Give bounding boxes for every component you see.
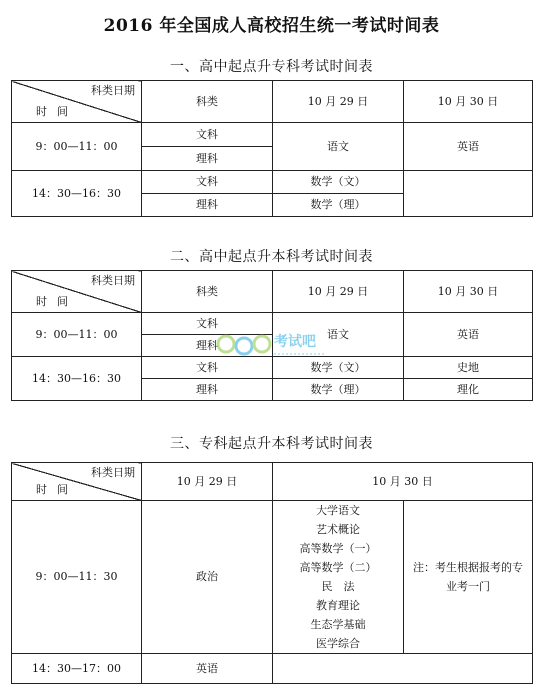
subject-english: 英语	[404, 313, 533, 357]
category-date-label: 科类日期	[91, 466, 135, 479]
diagonal-header-cell	[12, 463, 142, 501]
header-category: 科类	[142, 81, 273, 123]
empty-cell	[273, 654, 533, 684]
category-science: 理科	[142, 335, 273, 357]
subject-english: 英语	[142, 654, 273, 684]
category-liberal-arts: 文科	[142, 123, 273, 147]
subject-physics-chemistry: 理化	[404, 379, 533, 401]
major-subjects-list	[273, 501, 404, 654]
subject-english: 英语	[404, 123, 533, 171]
time-slot-afternoon: 14：30—17：00	[12, 654, 142, 684]
schedule-table-3	[11, 462, 533, 684]
category-liberal-arts: 文科	[142, 357, 273, 379]
diagonal-header-cell	[12, 271, 142, 313]
category-science: 理科	[142, 147, 273, 171]
header-date-oct29: 10 月 29 日	[142, 463, 273, 501]
time-slot-morning: 9：00—11：00	[12, 123, 142, 171]
subject-item: 民 法	[321, 580, 355, 593]
time-label: 时间	[36, 105, 78, 119]
header-date-oct30: 10 月 30 日	[273, 463, 533, 501]
subject-math-arts: 数学（文）	[273, 171, 404, 194]
subject-item: 医学综合	[316, 637, 360, 650]
subject-item: 大学语文	[316, 504, 360, 517]
subject-chinese: 语文	[273, 123, 404, 171]
header-date-oct29: 10 月 29 日	[273, 271, 404, 313]
time-slot-afternoon: 14：30—16：30	[12, 171, 142, 217]
subject-item: 高等数学（一）	[299, 542, 377, 555]
subject-history-geography: 史地	[404, 357, 533, 379]
schedule-table-1	[11, 80, 533, 217]
subject-item: 艺术概论	[316, 523, 360, 536]
page-title: 2016 年全国成人高校招生统一考试时间表	[103, 16, 440, 36]
subject-item: 教育理论	[316, 599, 360, 612]
exam-note: 注：考生根据报考的专业考一门	[404, 501, 533, 654]
subject-chinese: 语文	[273, 313, 404, 357]
category-science: 理科	[142, 379, 273, 401]
header-date-oct29: 10 月 29 日	[273, 81, 404, 123]
empty-cell	[404, 171, 533, 217]
watermark-text: 考试吧	[274, 334, 316, 350]
subject-math-science: 数学（理）	[273, 379, 404, 401]
header-category: 科类	[142, 271, 273, 313]
subject-math-science: 数学（理）	[273, 194, 404, 217]
category-date-label: 科类日期	[91, 274, 135, 287]
time-slot-morning: 9：00—11：00	[12, 313, 142, 357]
time-label: 时间	[36, 295, 78, 309]
subject-item: 高等数学（二）	[299, 561, 377, 574]
time-slot-morning: 9：00—11：30	[12, 501, 142, 654]
subject-math-arts: 数学（文）	[273, 357, 404, 379]
header-date-oct30: 10 月 30 日	[404, 81, 533, 123]
time-label: 时间	[36, 483, 78, 497]
time-slot-afternoon: 14：30—16：30	[12, 357, 142, 401]
section-1-title: 一、高中起点升专科考试时间表	[170, 59, 373, 75]
category-science: 理科	[142, 194, 273, 217]
subject-item: 生态学基础	[310, 618, 366, 631]
subject-politics: 政治	[142, 501, 273, 654]
section-2-title: 二、高中起点升本科考试时间表	[170, 249, 373, 265]
category-liberal-arts: 文科	[142, 171, 273, 194]
diagonal-header-cell	[12, 81, 142, 123]
schedule-table-2	[11, 270, 533, 401]
category-date-label: 科类日期	[91, 84, 135, 97]
header-date-oct30: 10 月 30 日	[404, 271, 533, 313]
section-3-title: 三、专科起点升本科考试时间表	[170, 436, 373, 452]
category-liberal-arts: 文科	[142, 313, 273, 335]
